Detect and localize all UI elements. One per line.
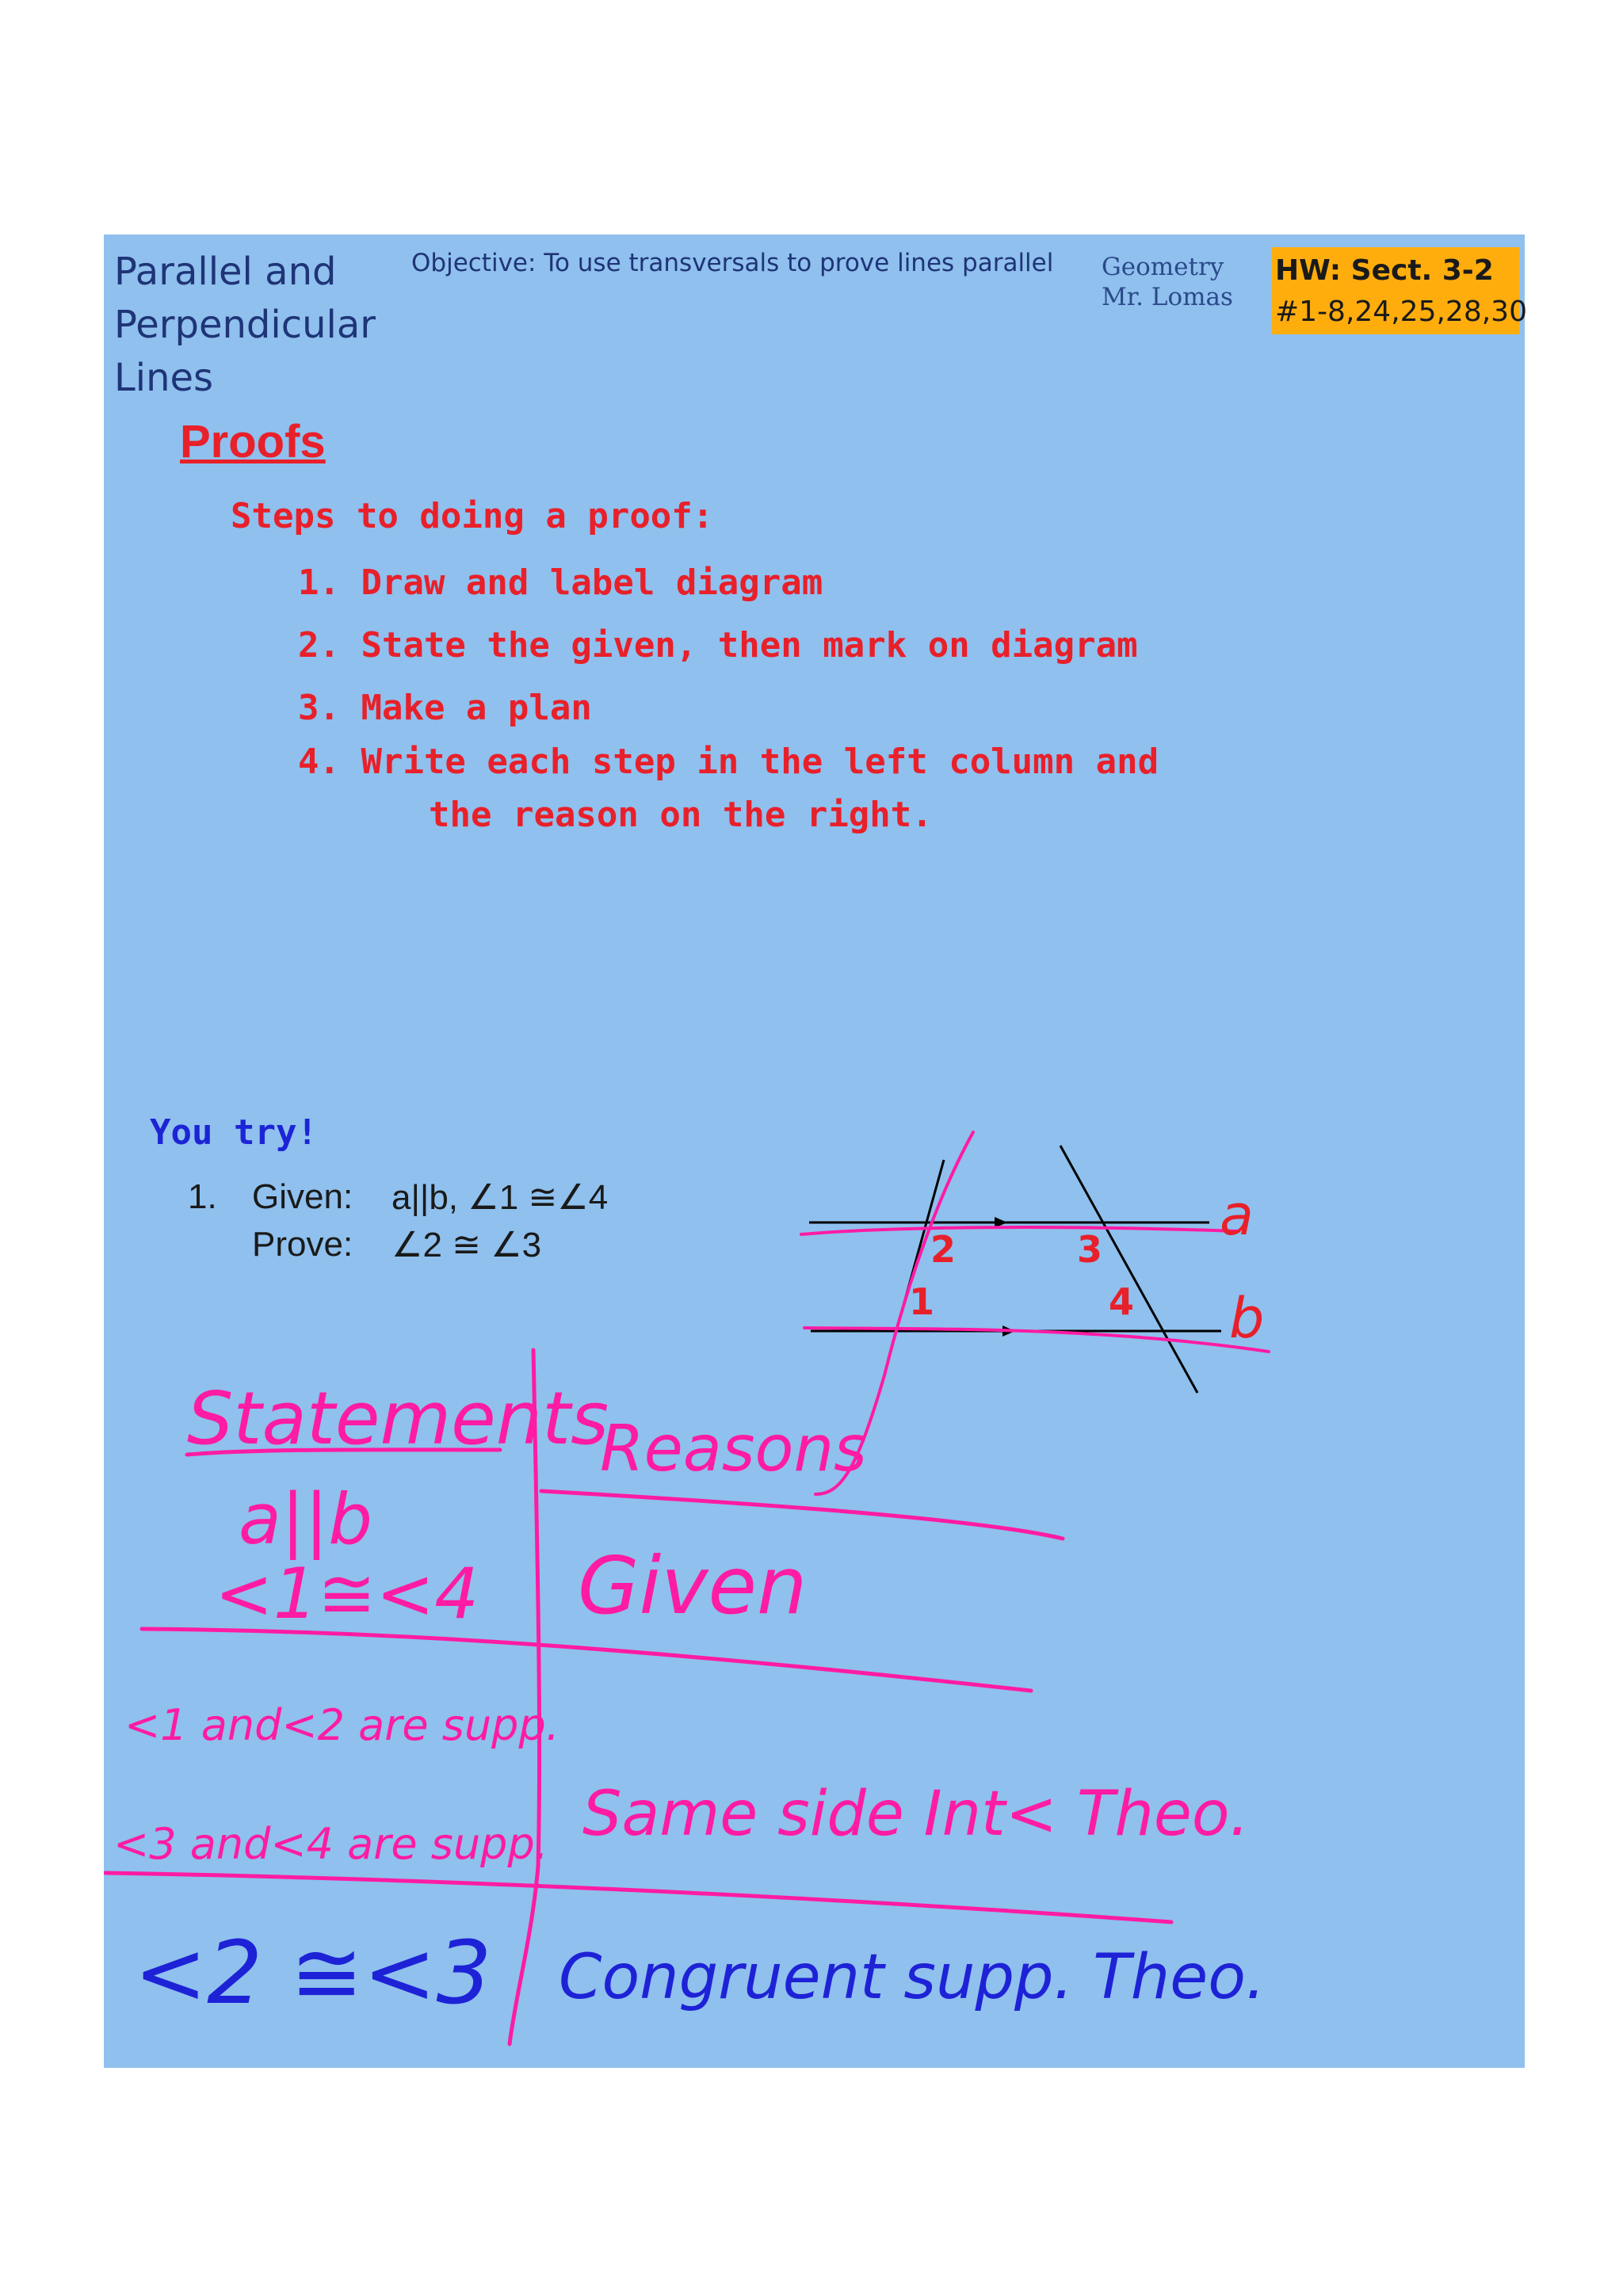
proof-table <box>104 235 1525 2068</box>
prove-label: Prove: <box>252 1225 353 1264</box>
given-statement: a||b, ∠1 ≅∠4 <box>391 1178 609 1217</box>
line-label: b <box>1229 1286 1265 1351</box>
step-item-continued: the reason on the right. <box>429 795 933 835</box>
steps-intro: Steps to doing a proof: <box>231 496 714 536</box>
teacher-name: Mr. Lomas <box>1102 283 1233 311</box>
row1-divider <box>142 1629 1031 1691</box>
course-name: Geometry <box>1102 253 1224 281</box>
statement-line: <1≅<4 <box>215 1553 479 1634</box>
reason-cell: Given <box>578 1539 808 1632</box>
title-line: Parallel and <box>114 250 337 294</box>
statement-line: <3 and<4 are supp. <box>113 1819 548 1869</box>
given-label: Given: <box>252 1177 353 1216</box>
prove-statement: ∠2 ≅ ∠3 <box>391 1226 542 1264</box>
reason-cell: Congruent supp. Theo. <box>559 1942 1266 2013</box>
problem-number: 1. <box>188 1177 217 1216</box>
header-statements: Statements <box>187 1376 609 1461</box>
angle-label: 1 <box>909 1280 935 1323</box>
step-item: 3. Make a plan <box>298 688 592 728</box>
line-label: a <box>1220 1183 1254 1248</box>
homework-section: HW: Sect. 3-2 <box>1275 254 1494 287</box>
title-line: Perpendicular <box>114 303 376 347</box>
step-item: 4. Write each step in the left column and <box>298 742 1159 782</box>
proofs-heading: Proofs <box>180 416 326 467</box>
slide <box>104 235 1525 2068</box>
angle-label: 2 <box>930 1228 957 1271</box>
header-reasons: Reasons <box>600 1412 867 1486</box>
statement-line: <2 ≅<3 <box>134 1922 492 2023</box>
row2-divider <box>105 1873 1171 1922</box>
homework-problems: #1-8,24,25,28,30 <box>1275 296 1527 328</box>
step-item: 2. State the given, then mark on diagram <box>298 625 1138 666</box>
angle-label: 3 <box>1077 1228 1103 1271</box>
angle-label: 4 <box>1109 1280 1135 1323</box>
header-divider <box>541 1491 1063 1539</box>
statement-line: a||b <box>239 1478 373 1560</box>
reason-cell: Same side Int< Theo. <box>582 1779 1250 1850</box>
objective-text: Objective: To use transversals to prove lines parallel <box>411 249 1054 277</box>
you-try-heading: You try! <box>150 1112 318 1153</box>
statement-line: <1 and<2 are supp. <box>124 1700 559 1750</box>
title-line: Lines <box>114 356 214 400</box>
step-item: 1. Draw and label diagram <box>298 563 823 603</box>
